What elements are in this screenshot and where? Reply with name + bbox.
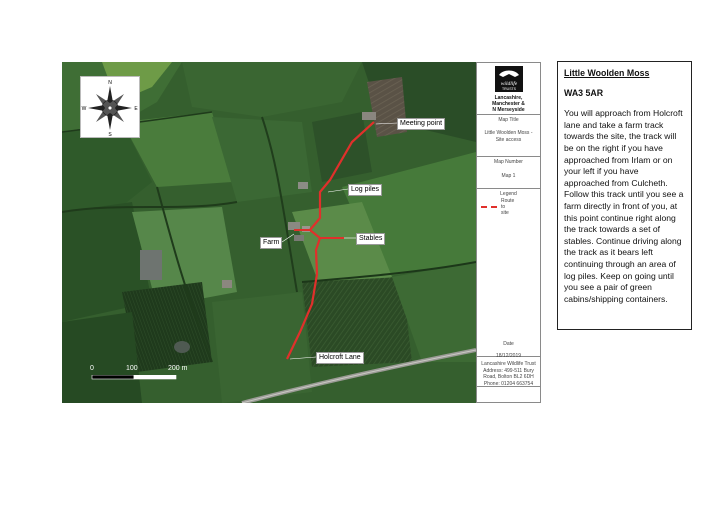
field-south — [212, 292, 312, 403]
farm-building — [298, 182, 308, 189]
address-line-2: Address: 499-511 Bury — [483, 367, 534, 374]
site-postcode: WA3 5AR — [564, 87, 604, 98]
map-number-label: Map Number — [494, 159, 523, 165]
date-section — [477, 279, 540, 357]
water-body — [140, 250, 162, 280]
address-line-3: Road, Bolton BL2 6DH — [483, 374, 534, 380]
legend-label: Legend — [500, 191, 517, 197]
map-title-value: Little Woolden Moss - Site access — [484, 130, 533, 143]
map-title-label: Map Title — [498, 117, 519, 123]
date-label: Date — [503, 341, 514, 347]
compass-s: S — [108, 132, 112, 137]
legend-item-line-3: site — [501, 210, 509, 216]
badger-logo-icon — [495, 66, 523, 92]
map-info-panel — [476, 62, 541, 403]
logo-text: wildlife — [500, 81, 518, 87]
farm-building — [222, 280, 232, 288]
map-number-value: Map 1 — [501, 173, 516, 179]
org-line-2: Manchester & — [492, 101, 525, 107]
field-sw — [62, 312, 142, 403]
compass-n: N — [108, 80, 112, 86]
legend-item-line-1: Route — [501, 198, 515, 204]
pond — [174, 341, 190, 353]
logo-section — [477, 63, 540, 115]
scale-tick-200: 200 m — [168, 365, 188, 372]
address-line-4: Phone: 01204 663754 — [483, 380, 534, 387]
directions-text: You will approach from Holcroft lane and take a farm track towards the site, the track will be on the right if you have approached from Irlam or on your left if you have approached from Culcheth. Follow this track until you see a farm directly in front of you, at this point continue right along the track towards a set of stables. Continue driving along the track as it bears left continuing through an area of log piles. Keep on going until you see a pair of green cabins/shipping containers. — [564, 108, 684, 304]
org-line-1: Lancashire, — [494, 95, 523, 101]
farm-building — [288, 222, 300, 230]
map-title-section — [477, 115, 540, 157]
scale-bar — [84, 363, 194, 383]
scale-tick-0: 0 — [90, 365, 94, 372]
directions-panel — [557, 61, 692, 330]
label-farm: Farm — [260, 237, 282, 249]
address-line-1: Lancashire Wildlife Trust — [481, 361, 536, 367]
logo-subtext: TRUSTS — [502, 87, 516, 91]
building — [362, 112, 376, 120]
org-line-3: N Merseyside — [492, 107, 525, 113]
compass-rose — [80, 76, 140, 138]
label-meeting-point: Meeting point — [397, 118, 445, 130]
label-log-piles: Log piles — [348, 184, 382, 196]
map-number-section — [477, 157, 540, 189]
scale-tick-100: 100 — [126, 365, 138, 372]
label-holcroft-lane: Holcroft Lane — [316, 352, 364, 364]
route-legend-swatch — [481, 206, 497, 208]
compass-e: E — [134, 106, 138, 112]
site-title: Little Woolden Moss — [564, 68, 650, 78]
scale-bar-graphic — [84, 375, 194, 383]
compass-icon — [81, 77, 139, 137]
site-map — [62, 62, 476, 403]
farm-building — [294, 235, 304, 241]
label-stables: Stables — [356, 233, 385, 245]
compass-w: W — [81, 106, 87, 112]
date-value: 18/12/2019 — [495, 353, 522, 359]
legend-item-line-2: to — [501, 204, 506, 210]
address-section — [477, 361, 540, 387]
field-east-1 — [312, 112, 372, 182]
